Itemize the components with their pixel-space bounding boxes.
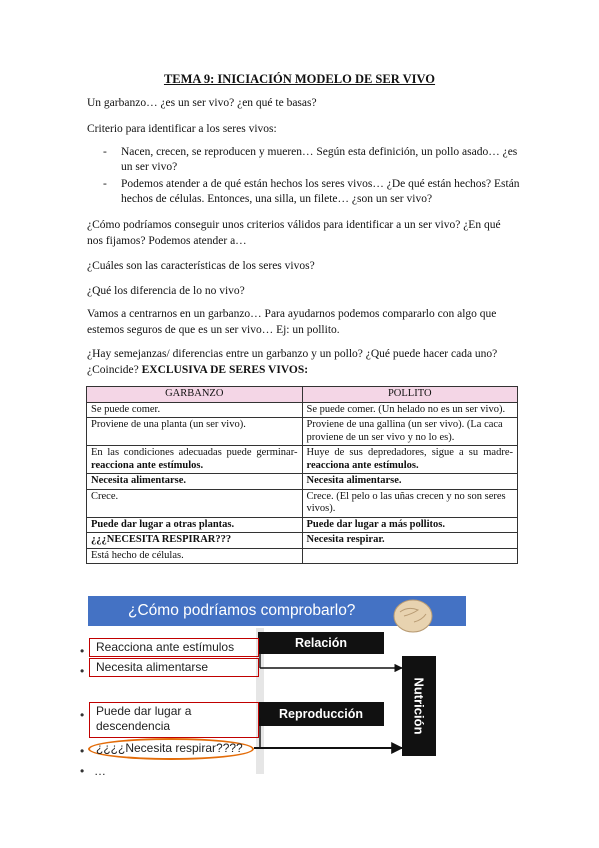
bullet-dash: - <box>103 146 107 158</box>
table-row <box>87 548 518 564</box>
paragraph-pollito: Vamos a centrarnos en un garbanzo… Para ayudarnos podemos compararlo con algo que estemos seguros de que es un ser vivo… Ej: un pollito. <box>87 308 497 336</box>
bullet-dot: • <box>80 708 85 722</box>
cell-bold-text: reacciona ante estímulos. <box>306 459 419 471</box>
table-row <box>87 418 518 446</box>
table-row <box>87 402 518 418</box>
table-row <box>87 517 518 533</box>
table-cell: Crece. (El pelo o las uñas crecen y no son seres vivos). <box>302 489 518 517</box>
bullet-text: Nacen, crecen, se reproducen y mueren… Según esta definición, un pollo asado… ¿es un ser vivo? <box>121 146 518 173</box>
concept-diagram <box>80 594 526 794</box>
table-cell: ¿¿¿NECESITA RESPIRAR??? <box>87 533 303 549</box>
table-cell: Puede dar lugar a más pollitos. <box>302 517 518 533</box>
bullet-dot: • <box>80 744 85 758</box>
table-cell: Necesita respirar. <box>302 533 518 549</box>
bullet-dot: • <box>80 764 85 778</box>
table-cell: Proviene de una planta (un ser vivo). <box>87 418 303 446</box>
relacion-label: Relación <box>258 632 384 654</box>
nutricion-text: Nutrición <box>411 677 427 735</box>
table-cell: Necesita alimentarse. <box>87 474 303 490</box>
bullet-dash: - <box>103 178 107 190</box>
bullet-text: Podemos atender a de qué están hechos los seres vivos… ¿De qué están hechos? Están hechos de células. Entonces, una silla, un filete… ¿son un ser vivo? <box>121 178 520 205</box>
table-cell <box>302 548 518 564</box>
diagram-title: ¿Cómo podríamos comprobarlo? <box>88 596 466 626</box>
bullet-dot: • <box>80 664 85 678</box>
table-cell: Se puede comer. <box>87 402 303 418</box>
exclusive-label: EXCLUSIVA DE SERES VIVOS: <box>141 364 309 376</box>
table-cell: Proviene de una gallina (un ser vivo). (La caca proviene de un ser vivo y no lo es). <box>302 418 518 446</box>
table-cell: Se puede comer. (Un helado no es un ser vivo). <box>302 402 518 418</box>
page-title: TEMA 9: INICIACIÓN MODELO DE SER VIVO <box>163 72 436 86</box>
paragraph-characteristics: ¿Cuáles son las características de los seres vivos? <box>87 260 315 272</box>
cell-text: Huye de sus depredadores, sigue a su madre- <box>306 447 513 458</box>
comparison-table <box>86 386 518 564</box>
column-header-garbanzo: GARBANZO <box>87 387 303 403</box>
column-header-pollito: POLLITO <box>302 387 518 403</box>
diagram-arrows <box>86 594 526 794</box>
cell-bold-text: reacciona ante estímulos. <box>91 459 204 471</box>
diagram-item-breathe: ¿¿¿¿Necesita respirar???? <box>96 741 243 755</box>
table-cell <box>302 446 518 474</box>
table-cell: Está hecho de células. <box>87 548 303 564</box>
cell-text: En las condiciones adecuadas puede germinar- <box>91 447 298 458</box>
diagram-item-food: Necesita alimentarse <box>89 658 259 677</box>
paragraph-difference: ¿Qué los diferencia de lo no vivo? <box>87 285 245 297</box>
table-row <box>87 533 518 549</box>
paragraph-criteria-question: ¿Cómo podríamos conseguir unos criterios válidos para identificar a un ser vivo? ¿En qué nos fijamos? Podemos atender a… <box>87 219 501 247</box>
table-header-row <box>87 387 518 403</box>
diagram-item-ellipsis: … <box>94 764 106 778</box>
table-row <box>87 489 518 517</box>
paragraph-question-garbanzo: Un garbanzo… ¿es un ser vivo? ¿en qué te basas? <box>87 97 317 109</box>
diagram-item-stimuli: Reacciona ante estímulos <box>89 638 259 657</box>
diagram-item-offspring: Puede dar lugar a descendencia <box>89 702 259 738</box>
table-cell: Necesita alimentarse. <box>302 474 518 490</box>
table-cell: Puede dar lugar a otras plantas. <box>87 517 303 533</box>
reproduccion-label: Reproducción <box>258 702 384 726</box>
table-cell: Crece. <box>87 489 303 517</box>
table-row <box>87 474 518 490</box>
bullet-dot: • <box>80 644 85 658</box>
table-row <box>87 446 518 474</box>
paragraph-similarities <box>87 346 517 378</box>
table-cell <box>87 446 303 474</box>
similarities-text: ¿Hay semejanzas/ diferencias entre un garbanzo y un pollo? ¿Qué puede hacer cada uno? ¿Coincide? <box>87 348 498 376</box>
paragraph-criteria: Criterio para identificar a los seres vivos: <box>87 123 277 135</box>
